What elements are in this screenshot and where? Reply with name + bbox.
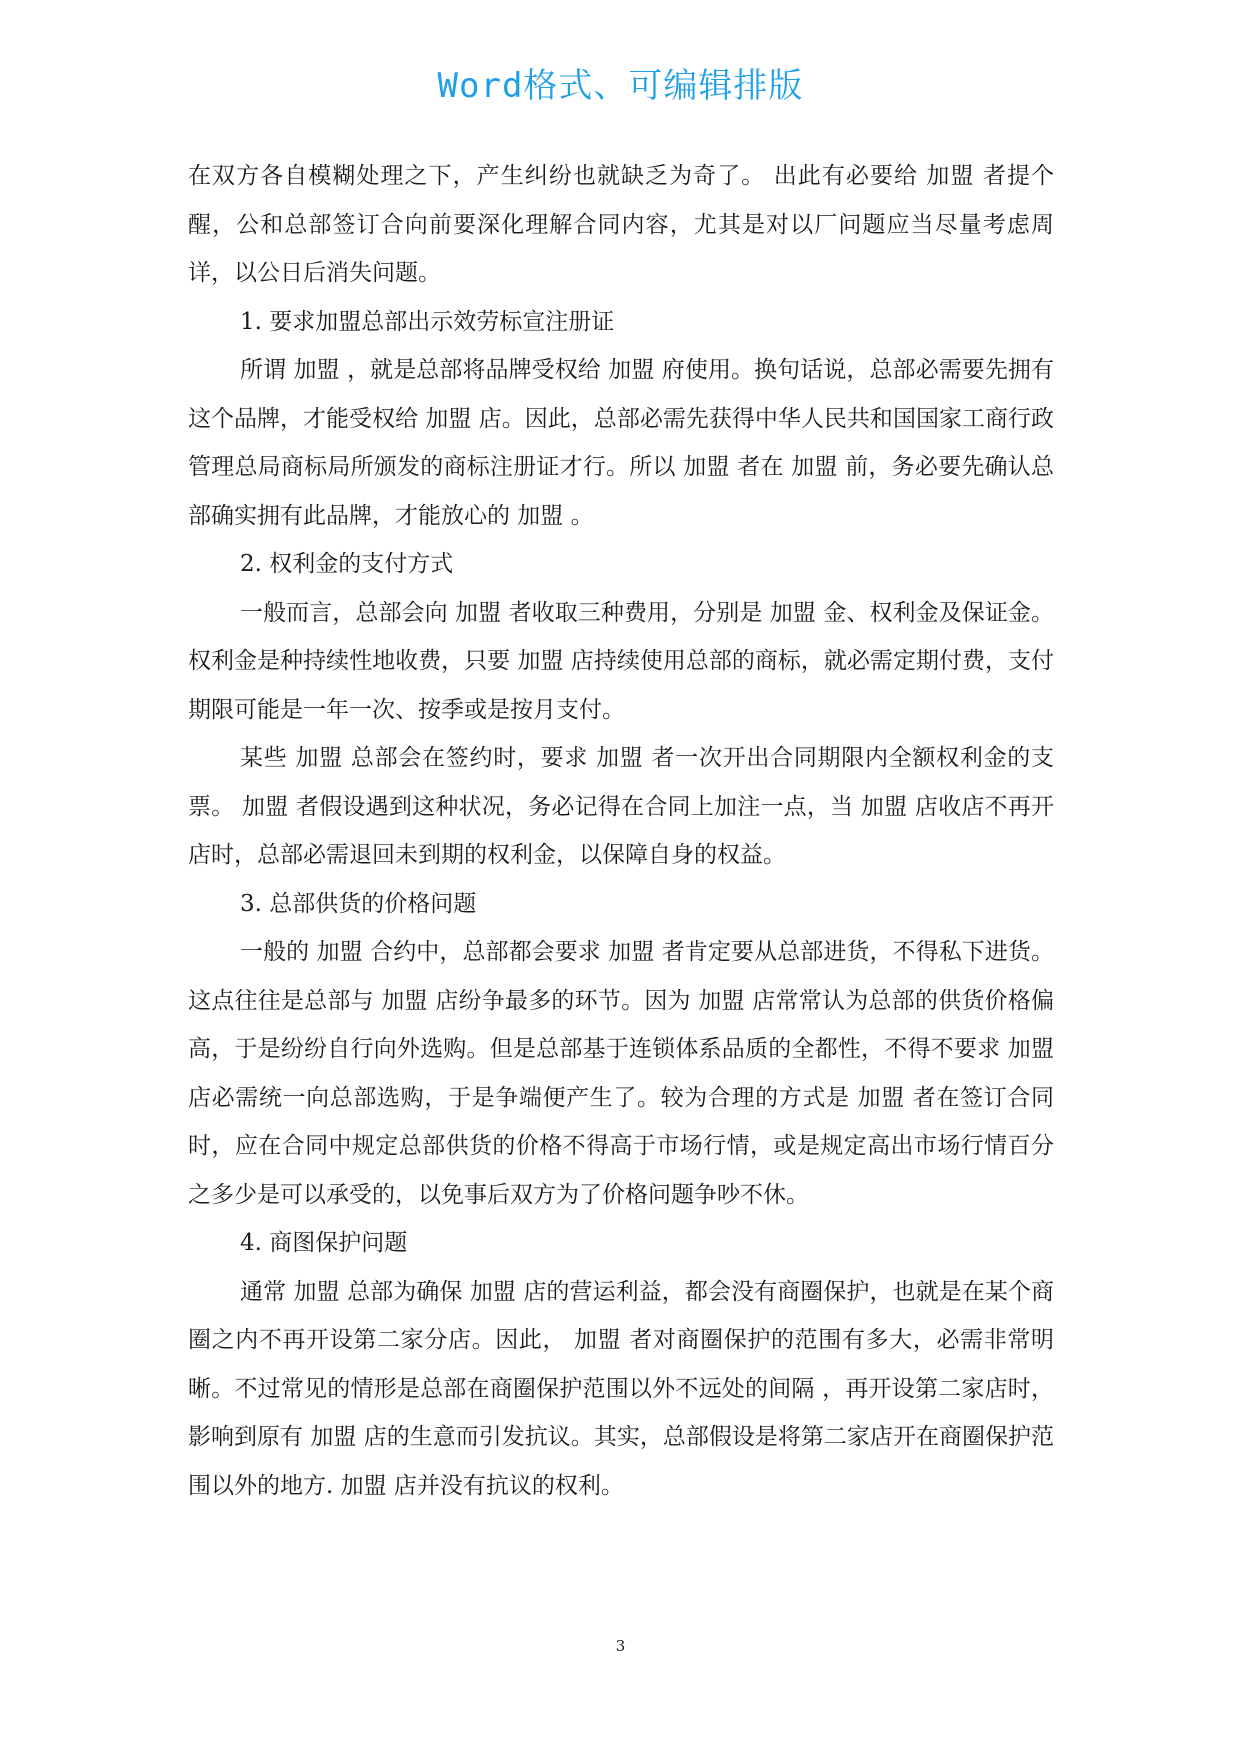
document-body [188, 152, 1054, 1510]
paragraph-supply-price: 一般的 加盟 合约中，总部都会要求 加盟 者肯定要从总部进货，不得私下进货。这点往往是总部与 加盟 店纷争最多的环节。因为 加盟 店常常认为总部的供货价格偏高，于是纷纷自行向外选购。但是总部基于连锁体系品质的全都性，不得不要求 加盟 店必需统一向总部选购，于是争端便产生了。较为合理的方式是 加盟 者在签订合同时，应在合同中规定总部供货的价格不得高于市场行情，或是规定高出市场行情百分之多少是可以承受的，以免事后双方为了价格问题争吵不休。 [188, 939, 1054, 1208]
paragraph-trademark: 所谓 加盟 ，就是总部将品牌受权给 加盟 府使用。换句话说，总部必需要先拥有这个品牌，才能受权给 加盟 店。因此，总部必需先获得中华人民共和国国家工商行政管理总局商标局所颁发的商标注册证才行。所以 加盟 者在 加盟 前，务必要先确认总部确实拥有此品牌，才能放心的 加盟 。 [188, 357, 1054, 529]
section-heading-3: 3. 总部供货的价格问题 [240, 890, 477, 917]
page-number: 3 [615, 1637, 626, 1655]
paragraph-royalty-check: 某些 加盟 总部会在签约时，要求 加盟 者一次开出合同期限内全额权利金的支票。 加盟 者假设遇到这种状况，务必记得在合同上加注一点，当 加盟 店收店不再开店时，总部必需退回未到期的权利金，以保障自身的权益。 [188, 745, 1054, 868]
paragraph-territory: 通常 加盟 总部为确保 加盟 店的营运利益，都会没有商圈保护，也就是在某个商圈之内不再开设第二家分店。因此， 加盟 者对商圈保护的范围有多大，必需非常明晰。不过常见的情形是总部在商圈保护范围以外不远处的间隔 ，再开设第二家店时，影响到原有 加盟 店的生意而引发抗议。其实，总部假设是将第二家店开在商圈保护范围以外的地方. 加盟 店并没有抗议的权利。 [188, 1278, 1054, 1499]
section-heading-2: 2. 权利金的支付方式 [240, 551, 454, 577]
paragraph-intro: 在双方各自模糊处理之下，产生纠纷也就缺乏为奇了。 出此有必要给 加盟 者提个醒，公和总部签订合向前要深化理解合同内容，尤其是对以厂问题应当尽量考虑周详，以公日后消失问题。 [188, 163, 1054, 286]
section-heading-1: 1. 要求加盟总部出示效劳标宣注册证 [240, 308, 615, 335]
paragraph-fees: 一般而言，总部会向 加盟 者收取三种费用，分别是 加盟 金、权利金及保证金。权利金是种持续性地收费，只要 加盟 店持续使用总部的商标，就必需定期付费，支付期限可能是一年一次、按季或是按月支付。 [188, 599, 1054, 723]
document-header-title: Word格式、可编辑排版 [437, 66, 804, 106]
section-heading-4: 4. 商图保护问题 [240, 1230, 408, 1256]
